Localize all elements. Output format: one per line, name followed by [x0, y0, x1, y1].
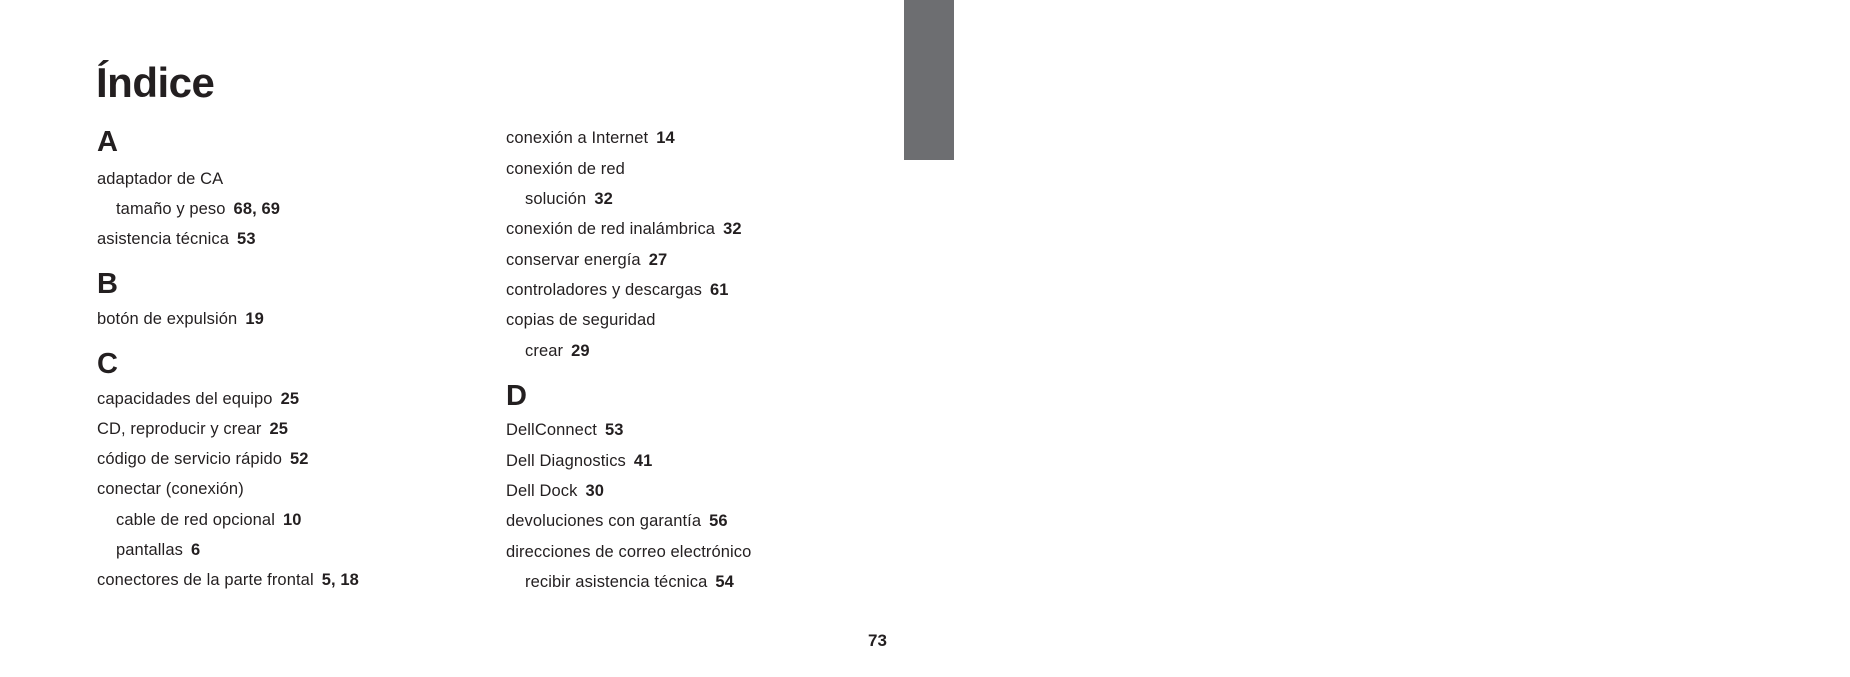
index-entry [97, 481, 252, 498]
index-subentry [97, 512, 302, 529]
entry-text: Dell Diagnostics [506, 452, 626, 470]
entry-pages: 68, 69 [233, 200, 281, 218]
entry-text: capacidades del equipo [97, 390, 273, 408]
entry-text: asistencia técnica [97, 230, 230, 248]
index-entry [506, 221, 742, 238]
entry-text: direcciones de correo electrónico [506, 543, 752, 561]
entry-pages: 6 [190, 541, 201, 559]
entry-pages: 25 [269, 420, 289, 438]
entry-text: cable de red opcional [116, 511, 275, 529]
entry-pages: 53 [237, 230, 256, 248]
entry-text: crear [525, 342, 564, 360]
index-entry [506, 422, 624, 439]
entry-pages: 27 [648, 251, 668, 269]
entry-pages: 61 [710, 281, 729, 299]
entry-pages: 52 [290, 450, 309, 468]
entry-pages: 10 [282, 511, 302, 529]
entry-text: DellConnect [506, 421, 597, 439]
entry-text: conectores de la parte frontal [97, 571, 314, 589]
entry-text: conectar (conexión) [97, 480, 244, 498]
section-letter-b: B [97, 268, 118, 300]
entry-text: código de servicio rápido [97, 450, 283, 468]
entry-text: conexión de red inalámbrica [506, 220, 716, 238]
index-entry [97, 231, 256, 248]
index-entry [506, 161, 633, 178]
index-entry [506, 513, 728, 530]
index-entry [97, 421, 288, 438]
entry-pages: 56 [709, 512, 728, 530]
entry-text: tamaño y peso [116, 200, 226, 218]
entry-text: controladores y descargas [506, 281, 703, 299]
entry-pages: 41 [633, 452, 653, 470]
index-entry [97, 451, 309, 468]
entry-text: conexión de red [506, 160, 625, 178]
entry-text: solución [525, 190, 587, 208]
entry-pages: 32 [594, 190, 613, 208]
page-number: 73 [868, 631, 887, 650]
entry-text: botón de expulsión [97, 310, 238, 328]
entry-pages: 5, 18 [321, 571, 359, 589]
index-entry [97, 311, 264, 328]
index-subentry [506, 343, 590, 360]
section-letter-a: A [97, 126, 118, 158]
entry-pages: 32 [723, 220, 742, 238]
index-entry [97, 391, 299, 408]
entry-text: pantallas [116, 541, 183, 559]
brand-logo-text: INSPIRON [1817, 13, 1850, 171]
entry-text: conservar energía [506, 251, 641, 269]
entry-pages: 53 [604, 421, 624, 439]
index-entry [506, 453, 652, 470]
index-entry [506, 252, 667, 269]
index-subentry [506, 191, 613, 208]
entry-text: conexión a Internet [506, 129, 649, 147]
entry-pages: 19 [245, 310, 264, 328]
index-entry [506, 282, 729, 299]
entry-text: devoluciones con garantía [506, 512, 702, 530]
entry-pages: 25 [280, 390, 300, 408]
index-entry [506, 130, 675, 147]
index-entry [97, 171, 231, 188]
index-subentry [506, 574, 734, 591]
section-letter-c: C [97, 348, 118, 380]
entry-text: CD, reproducir y crear [97, 420, 262, 438]
page-title: Índice [96, 59, 215, 106]
index-subentry [97, 542, 200, 559]
entry-text: adaptador de CA [97, 170, 224, 188]
index-entry [506, 483, 604, 500]
brand-tab [904, 0, 1850, 171]
entry-pages: 54 [715, 573, 734, 591]
entry-pages: 30 [585, 482, 605, 500]
entry-text: recibir asistencia técnica [525, 573, 708, 591]
index-entry [506, 544, 759, 561]
index-entry [506, 312, 664, 329]
section-letter-d: D [506, 380, 527, 412]
index-entry [97, 572, 359, 589]
entry-pages: 14 [656, 129, 675, 147]
index-subentry [97, 201, 280, 218]
entry-text: Dell Dock [506, 482, 578, 500]
entry-text: copias de seguridad [506, 311, 656, 329]
entry-pages: 29 [571, 342, 590, 360]
